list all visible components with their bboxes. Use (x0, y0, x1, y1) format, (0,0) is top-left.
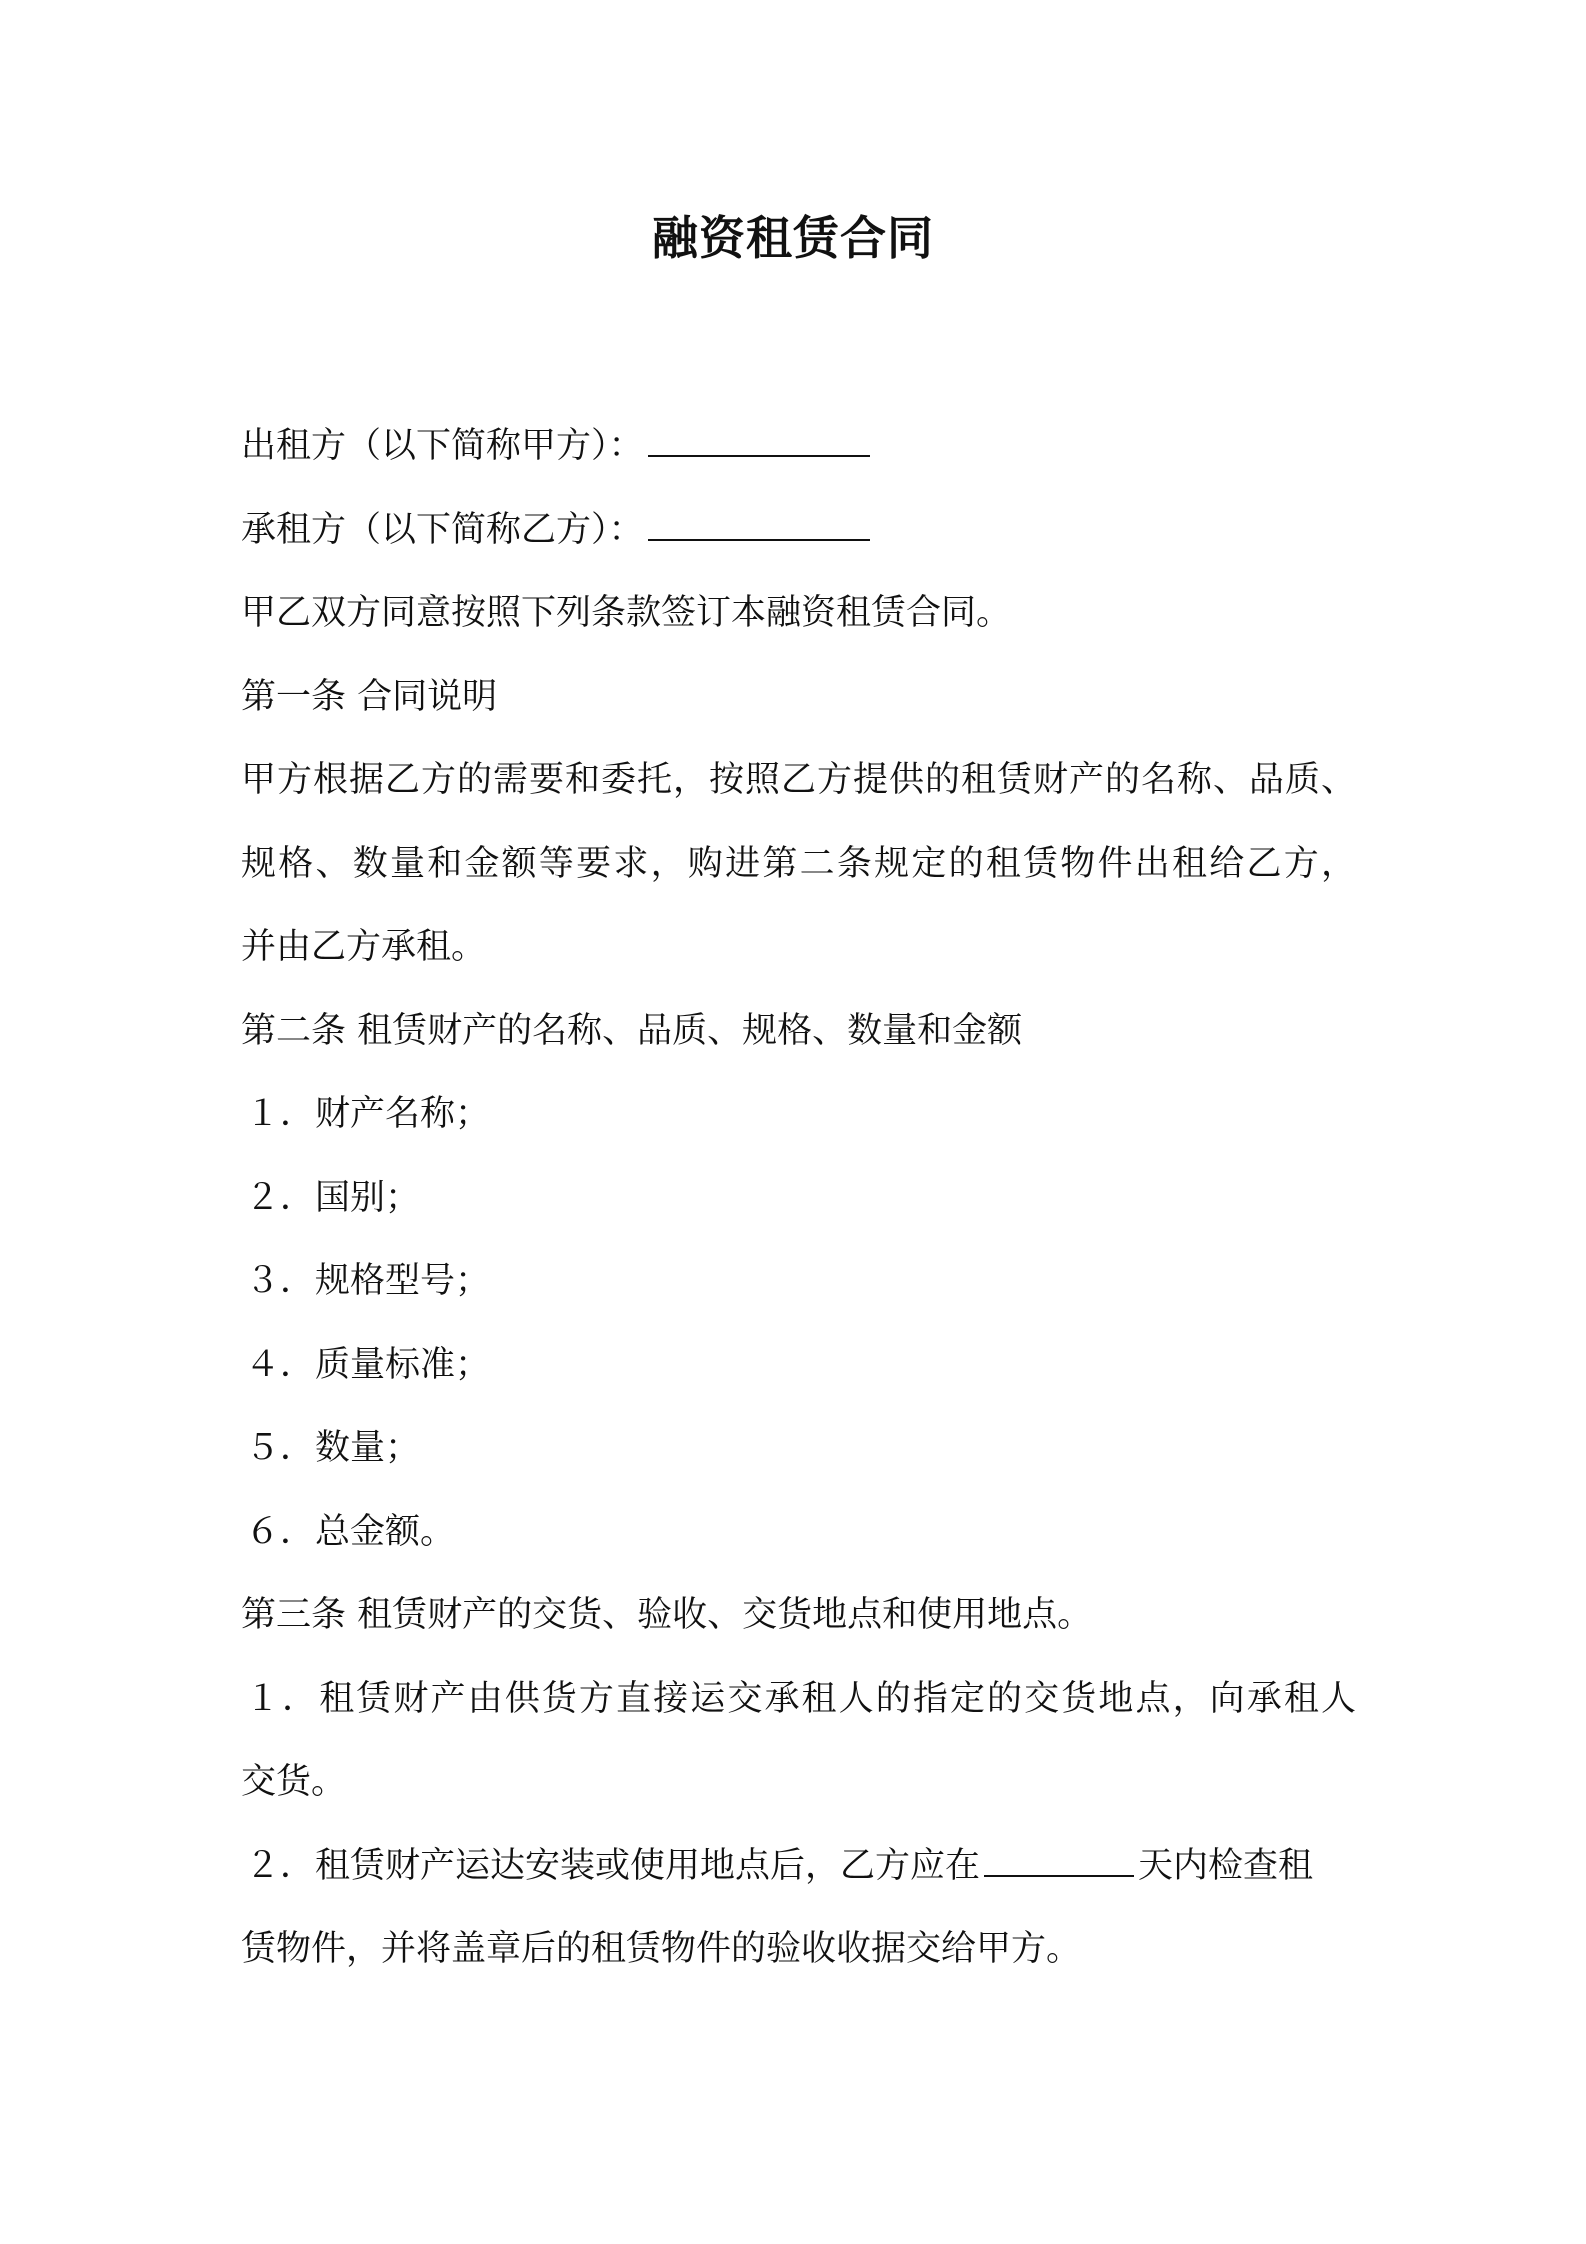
article2-heading: 第二条 租赁财产的名称、品质、规格、数量和金额 (241, 1010, 1023, 1051)
lessor-line (241, 405, 1356, 489)
article3-heading: 第三条 租赁财产的交货、验收、交货地点和使用地点。 (241, 1595, 1093, 1635)
article2-item: ３．规格型号； (245, 1261, 491, 1301)
article3-item2-line2: 赁物件，并将盖章后的租赁物件的验收收据交给甲方。 (241, 1929, 1082, 1969)
article1-text-line3: 并由乙方承租。 (241, 927, 487, 967)
article1-text-line1: 甲方根据乙方的需要和委托，按照乙方提供的租赁财产的名称、品质、 (241, 760, 1356, 800)
lessor-blank (648, 420, 870, 457)
article2-item: ６．总金额。 (245, 1511, 456, 1552)
days-blank (984, 1840, 1134, 1877)
article2-item: ２．国别； (245, 1177, 421, 1218)
lessee-line (241, 489, 1356, 573)
article3-item1-line2: 交货。 (241, 1762, 347, 1802)
document-title: 融资租赁合同 (652, 211, 934, 265)
lessor-label: 出租方（以下简称甲方）： (241, 426, 644, 466)
article2-item: ５．数量； (245, 1428, 421, 1468)
document-body (241, 405, 1356, 1992)
preamble: 甲乙双方同意按照下列条款签订本融资租赁合同。 (241, 593, 1012, 633)
article3-item2-line1 (241, 1825, 1356, 1909)
article2-item: １．财产名称； (245, 1094, 491, 1134)
lessee-label: 承租方（以下简称乙方）： (241, 509, 644, 550)
article3-item2-text-after: 天内检查租 (1138, 1845, 1314, 1886)
article3-item1-line1: １．租赁财产由供货方直接运交承租人的指定的交货地点，向承租人 (245, 1678, 1356, 1719)
article1-heading: 第一条 合同说明 (241, 676, 498, 717)
article3-item2-text-before: ２．租赁财产运达安装或使用地点后，乙方应在 (245, 1845, 981, 1886)
article1-text-line2: 规格、数量和金额等要求，购进第二条规定的租赁物件出租给乙方， (241, 843, 1356, 884)
lessee-blank (648, 504, 870, 541)
article2-item: ４．质量标准； (245, 1344, 491, 1385)
